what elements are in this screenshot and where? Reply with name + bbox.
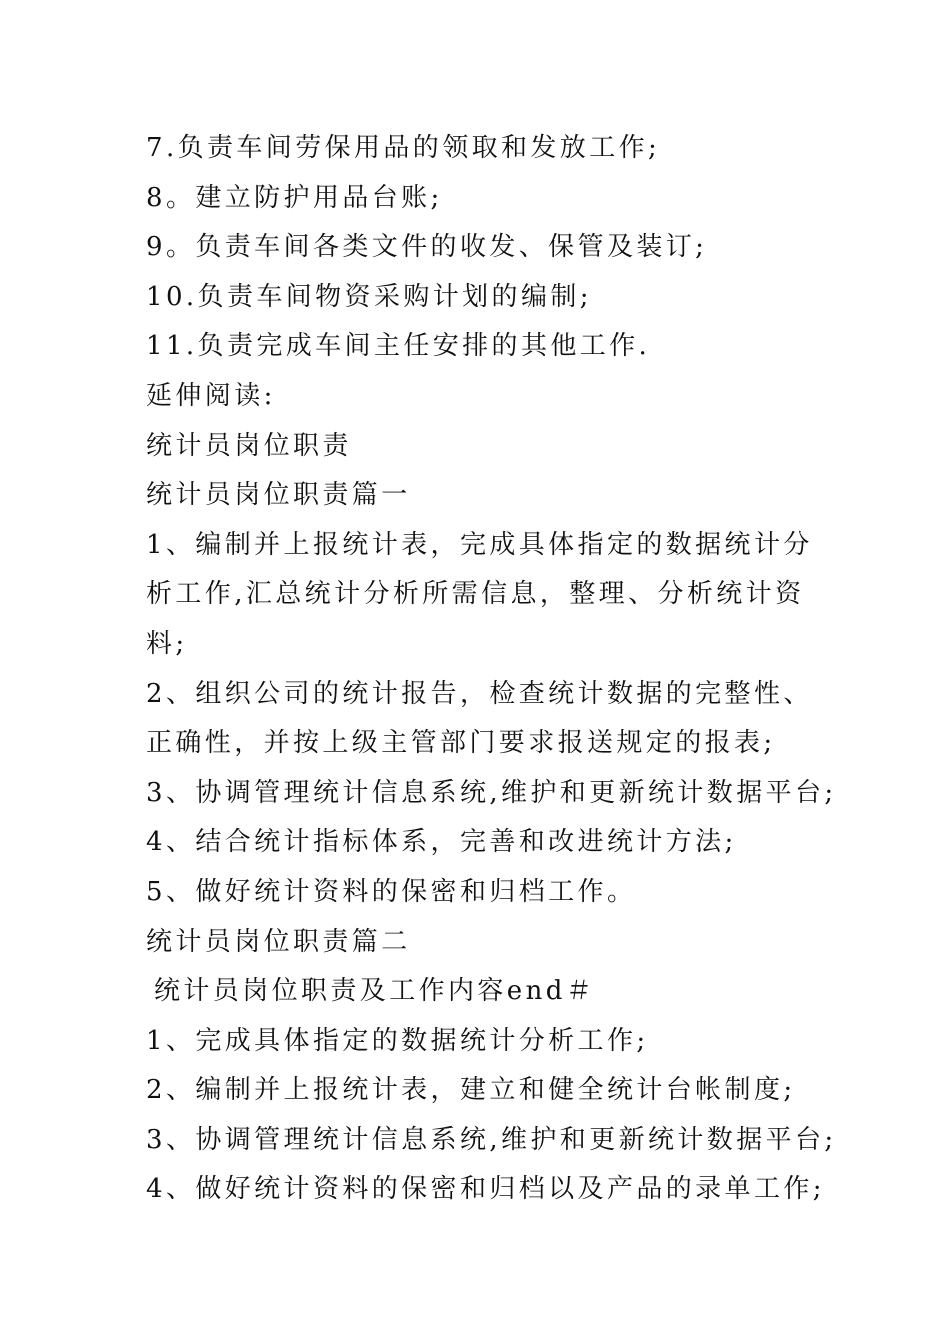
section-heading: 统计员岗位职责篇二 <box>146 926 411 957</box>
text-line: 3、协调管理统计信息系统,维护和更新统计数据平台; <box>146 777 837 808</box>
text-line: 2、编制并上报统计表，建立和健全统计台帐制度; <box>146 1075 796 1106</box>
document-body <box>146 124 837 1215</box>
text-line: 4、做好统计资料的保密和归档以及产品的录单工作; <box>146 1174 825 1205</box>
text-line: 11.负责完成车间主任安排的其他工作. <box>146 331 651 362</box>
text-line: 5、做好统计资料的保密和归档工作。 <box>146 876 637 907</box>
text-line: 2、组织公司的统计报告，检查统计数据的完整性、 <box>146 678 813 709</box>
text-line: 8。建立防护用品台账; <box>146 182 443 213</box>
text-line: 正确性，并按上级主管部门要求报送规定的报表; <box>146 728 776 759</box>
text-line: 7.负责车间劳保用品的领取和发放工作; <box>146 133 661 163</box>
text-line: 1、完成具体指定的数据统计分析工作; <box>146 1025 649 1056</box>
section-heading: 统计员岗位职责篇一 <box>146 480 411 511</box>
text-line: 料; <box>146 628 188 659</box>
text-line: 10.负责车间物资采购计划的编制; <box>146 281 592 312</box>
text-line: 9。负责车间各类文件的收发、保管及装订; <box>146 232 708 263</box>
text-line: 4、结合统计指标体系，完善和改进统计方法; <box>146 827 737 858</box>
text-line: 析工作,汇总统计分析所需信息，整理、分析统计资 <box>146 579 805 610</box>
section-heading: 延伸阅读: <box>146 380 276 411</box>
text-line: 1、编制并上报统计表，完成具体指定的数据统计分 <box>146 529 813 560</box>
section-heading: 统计员岗位职责 <box>146 430 352 461</box>
text-line: 3、协调管理统计信息系统,维护和更新统计数据平台; <box>146 1124 837 1155</box>
section-heading: 统计员岗位职责及工作内容end＃ <box>154 976 596 1007</box>
